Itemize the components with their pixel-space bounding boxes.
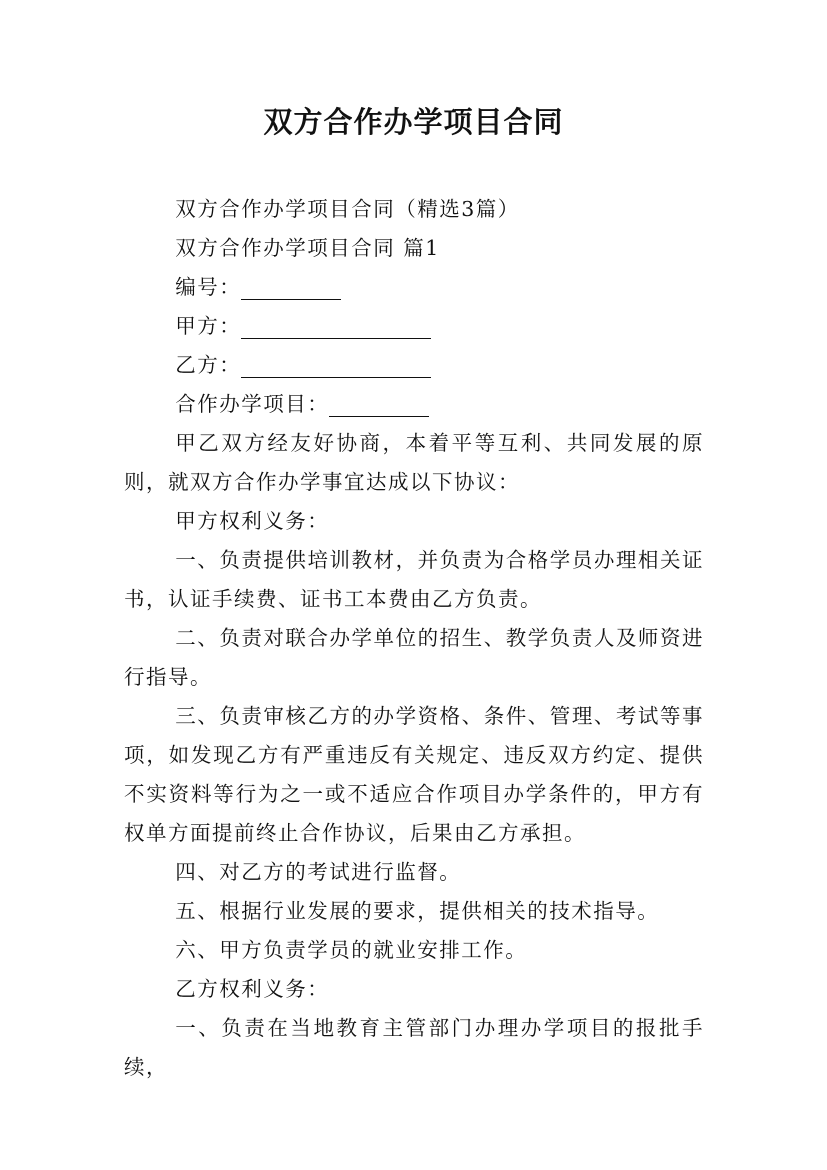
party-a-duty-1: 一、负责提供培训教材，并负责为合格学员办理相关证书，认证手续费、证书工本费由乙方负责。 — [124, 548, 704, 611]
party-a-duty-3: 三、负责审核乙方的办学资格、条件、管理、考试等事项，如发现乙方有严重违反有关规定、违反双方约定、提供不实资料等行为之一或不适应合作项目办学条件的，甲方有权单方面提前终止合作协议，后果由乙方承担。 — [124, 704, 704, 845]
party-b-label: 乙方： — [175, 353, 242, 377]
number-blank — [241, 273, 341, 300]
party-b-duties-heading: 乙方权利义务： — [175, 977, 330, 1001]
party-b-duty-1: 一、负责在当地教育主管部门办理办学项目的报批手续， — [124, 1016, 704, 1079]
project-label: 合作办学项目： — [175, 392, 330, 416]
party-a-field — [124, 307, 704, 346]
party-b-field — [124, 346, 704, 385]
party-a-duties-heading: 甲方权利义务： — [175, 509, 330, 533]
number-field — [124, 268, 704, 307]
party-b-blank — [241, 351, 431, 378]
document-title: 双方合作办学项目合同 — [263, 105, 564, 139]
document-body — [124, 190, 704, 1087]
party-a-duty-6: 六、甲方负责学员的就业安排工作。 — [175, 938, 528, 962]
party-a-duty-2: 二、负责对联合办学单位的招生、教学负责人及师资进行指导。 — [124, 626, 704, 689]
part-heading: 双方合作办学项目合同 篇1 — [175, 236, 440, 260]
party-a-duty-4: 四、对乙方的考试进行监督。 — [175, 860, 462, 884]
party-a-duty-5: 五、根据行业发展的要求，提供相关的技术指导。 — [175, 899, 660, 923]
subtitle-line: 双方合作办学项目合同（精选3篇） — [175, 197, 520, 221]
party-a-label: 甲方： — [175, 314, 242, 338]
project-blank — [329, 390, 429, 417]
project-field — [124, 385, 704, 424]
party-a-blank — [241, 312, 431, 339]
intro-paragraph: 甲乙双方经友好协商，本着平等互利、共同发展的原则，就双方合作办学事宜达成以下协议： — [124, 431, 704, 494]
number-label: 编号： — [175, 275, 242, 299]
